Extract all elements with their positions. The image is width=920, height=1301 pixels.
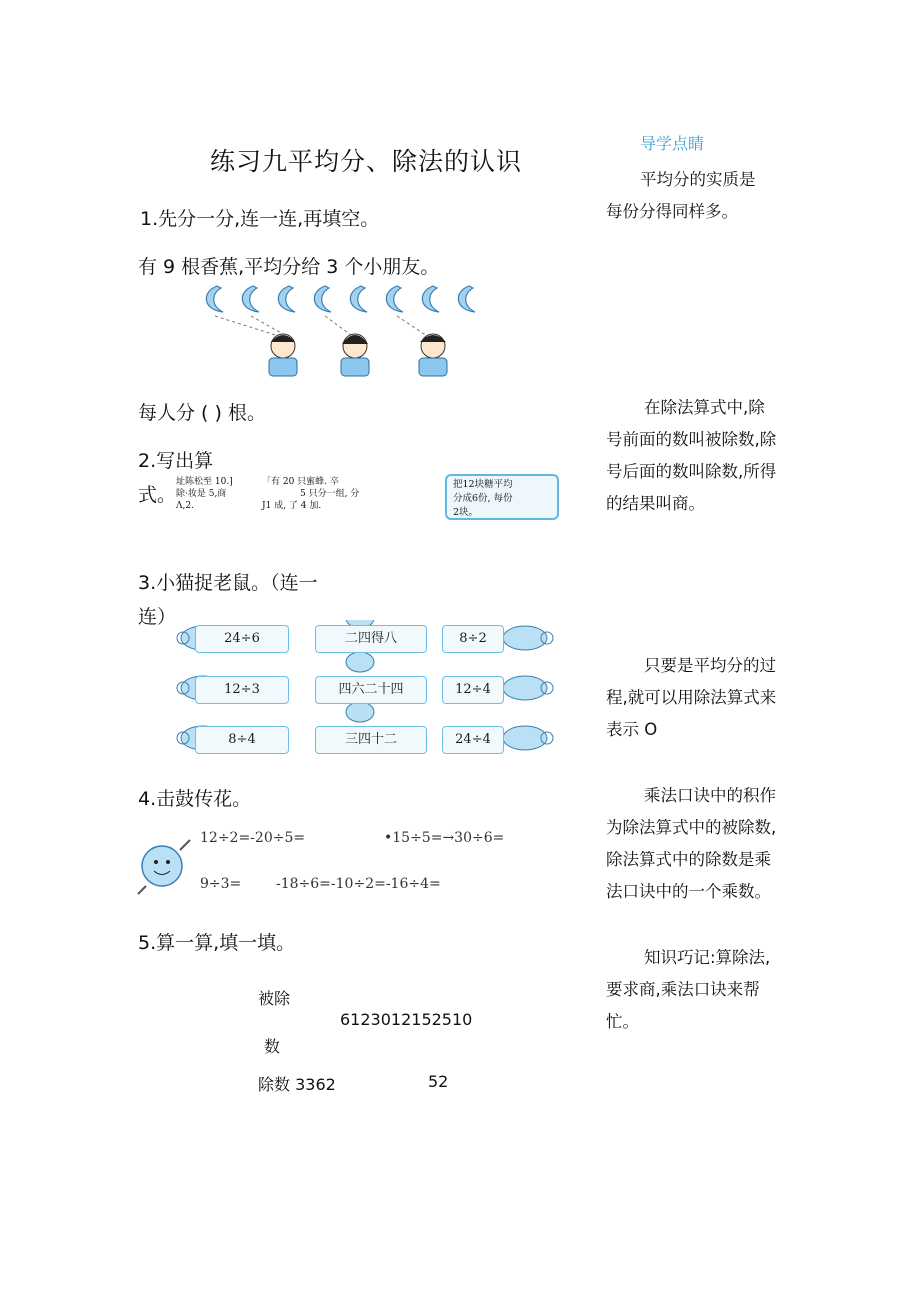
note-line: 只要是平均分的过 xyxy=(644,656,776,675)
note-line: 要求商,乘法口诀来帮 xyxy=(606,980,760,999)
bananas-and-children-illustration xyxy=(195,282,505,382)
mouse-icon xyxy=(503,676,553,700)
note-line: 号前面的数叫被除数,除 xyxy=(606,430,777,449)
cat-icon xyxy=(346,652,374,672)
q1-heading: 1.先分一分,连一连,再填空。 xyxy=(140,208,380,230)
page-title: 练习九平均分、除法的认识 xyxy=(210,147,523,176)
left-card[interactable]: 24÷6 xyxy=(195,625,289,653)
note-line: 乘法口诀中的积作 xyxy=(644,786,776,805)
child-icon xyxy=(341,334,369,376)
child-icon xyxy=(269,334,297,376)
snippet-line: 址陈松至 10.] xyxy=(176,477,233,487)
note-line: 的结果叫商。 xyxy=(606,494,705,513)
q2-candy-box xyxy=(445,474,559,520)
note-line: 为除法算式中的被除数, xyxy=(606,818,777,837)
mouse-icon xyxy=(503,626,553,650)
q1-statement: 有 9 根香蕉,平均分给 3 个小朋友。 xyxy=(138,256,440,278)
snippet-line: 「有 20 只蜜蜂. 卒 xyxy=(262,477,339,487)
note-line: 程,就可以用除法算式来 xyxy=(606,688,777,707)
banana-icon xyxy=(314,286,331,312)
note-line: 表示 O xyxy=(606,720,658,739)
note-line: 每份分得同样多。 xyxy=(606,202,738,221)
drum-character-icon xyxy=(132,838,196,896)
q1-answer: 每人分 ( ) 根。 xyxy=(138,402,266,424)
banana-icon xyxy=(242,286,259,312)
cat-icon xyxy=(346,702,374,722)
note-line: 号后面的数叫除数,所得 xyxy=(606,462,777,481)
q5-divisor-tail: 52 xyxy=(428,1072,449,1091)
left-card[interactable]: 12÷3 xyxy=(195,676,289,704)
q5-heading: 5.算一算,填一填。 xyxy=(138,932,296,954)
q2-snippet-2 xyxy=(262,476,359,512)
q5-label-divisor: 除数 3362 xyxy=(258,1075,336,1094)
q4-row1-right: •15÷5=→30÷6= xyxy=(384,830,505,846)
banana-icon xyxy=(458,286,475,312)
middle-card[interactable]: 三四十二 xyxy=(315,726,427,754)
note-line: 忙。 xyxy=(606,1012,639,1031)
note-line: 在除法算式中,除 xyxy=(644,398,765,417)
banana-icon xyxy=(386,286,403,312)
q5-label-dividend-1: 被除 xyxy=(258,989,291,1008)
right-card[interactable]: 24÷4 xyxy=(442,726,504,754)
note-line: 知识巧记:算除法, xyxy=(644,948,771,967)
q4-heading: 4.击鼓传花。 xyxy=(138,788,252,810)
note-line: 除法算式中的除数是乘 xyxy=(606,850,771,869)
q4-row2-left: 9÷3= xyxy=(200,876,242,892)
middle-card[interactable]: 二四得八 xyxy=(315,625,427,653)
snippet-line: J1 成, 了 4 加. xyxy=(262,501,322,511)
sidebar-note-4 xyxy=(606,780,776,908)
q5-label-dividend-2: 数 xyxy=(264,1037,281,1056)
left-card[interactable]: 8÷4 xyxy=(195,726,289,754)
child-icon xyxy=(419,334,447,376)
note-line: 平均分的实质是 xyxy=(640,170,756,189)
banana-icon xyxy=(350,286,367,312)
banana-icon xyxy=(278,286,295,312)
q5-dividend-values: 6123012152510 xyxy=(340,1010,473,1029)
banana-icon xyxy=(422,286,439,312)
sidebar-heading: 导学点睛 xyxy=(640,134,705,153)
sidebar-note-1 xyxy=(606,164,756,228)
q2-heading-1: 2.写出算 xyxy=(138,450,214,472)
q3-heading-1: 3.小猫捉老鼠。（连一 xyxy=(138,572,318,594)
right-card[interactable]: 8÷2 xyxy=(442,625,504,653)
box-line: 把12块糖平均 xyxy=(453,479,513,490)
note-line: 法口诀中的一个乘数。 xyxy=(606,882,771,901)
q4-row2-right: -18÷6=-10÷2=-16÷4= xyxy=(276,876,441,892)
sidebar-note-5 xyxy=(606,942,770,1038)
sidebar-note-2 xyxy=(606,392,776,520)
q2-snippet-1 xyxy=(176,476,233,512)
banana-icon xyxy=(206,286,223,312)
middle-card[interactable]: 四六二十四 xyxy=(315,676,427,704)
right-card[interactable]: 12÷4 xyxy=(442,676,504,704)
box-line: 2块。 xyxy=(453,507,479,518)
snippet-line: 除·妆是 5,商 xyxy=(176,489,227,499)
q3-heading-2: 连） xyxy=(138,606,177,628)
snippet-line: Λ,2. xyxy=(176,501,194,511)
sidebar-note-3 xyxy=(606,650,776,746)
snippet-line: 5 只分一组, 分 xyxy=(300,489,360,499)
q2-heading-2: 式。 xyxy=(138,484,177,506)
q4-row1-left: 12÷2=-20÷5= xyxy=(200,830,306,846)
box-line: 分成6份, 每份 xyxy=(453,493,513,504)
mouse-icon xyxy=(503,726,553,750)
